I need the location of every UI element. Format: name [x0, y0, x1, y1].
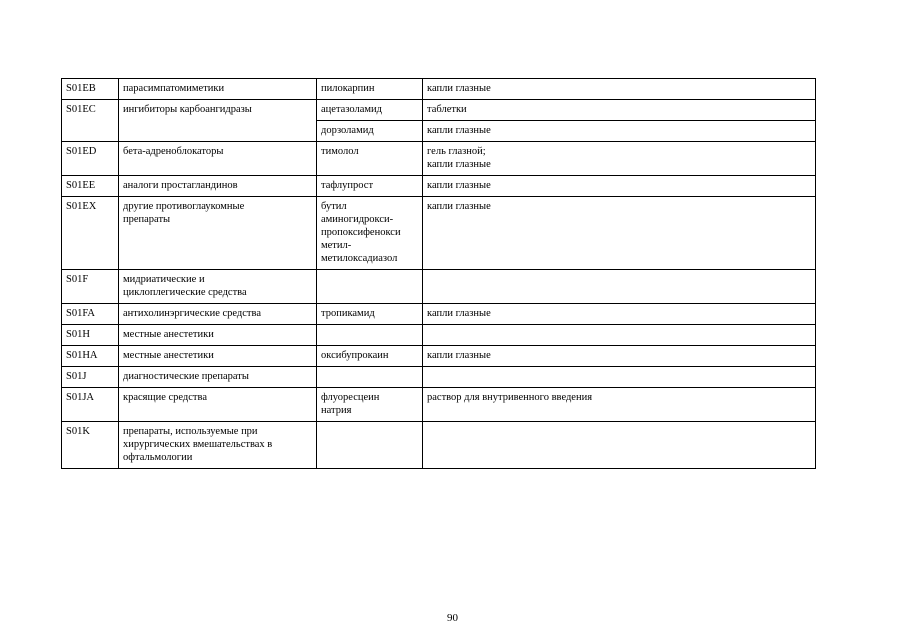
pharmacological-group-cell [119, 142, 317, 176]
pharmacological-group-line: хирургических вмешательствах в [123, 439, 273, 450]
dosage-form-line: гель глазной; [427, 146, 486, 157]
drug-name-cell [317, 79, 423, 100]
drug-name-line: натрия [321, 405, 352, 416]
drug-name-cell [317, 197, 423, 270]
pharmacological-group-line: аналоги простагландинов [123, 180, 238, 191]
dosage-form-cell [423, 176, 816, 197]
pharmacological-group-cell [119, 367, 317, 388]
table-row [62, 270, 816, 304]
pharmacological-group-line: ингибиторы карбоангидразы [123, 104, 252, 115]
atc-code-cell: S01H [62, 325, 119, 346]
atc-code-cell: S01K [62, 422, 119, 469]
dosage-form-cell [423, 142, 816, 176]
dosage-form-cell [423, 388, 816, 422]
dosage-form-cell [423, 100, 816, 121]
drug-name-cell [317, 270, 423, 304]
dosage-form-line: капли глазные [427, 180, 491, 191]
drug-name-line: оксибупрокаин [321, 350, 389, 361]
dosage-form-line: капли глазные [427, 350, 491, 361]
drug-name-line: аминогидрокси- [321, 214, 394, 225]
dosage-form-line: капли глазные [427, 201, 491, 212]
drug-name-cell [317, 100, 423, 121]
dosage-form-cell [423, 270, 816, 304]
drug-name-line: флуоресцеин [321, 392, 380, 403]
atc-code-cell: S01ED [62, 142, 119, 176]
dosage-form-line: капли глазные [427, 83, 491, 94]
pharmacological-group-line: местные анестетики [123, 350, 214, 361]
table-row [62, 176, 816, 197]
pharmacological-group-cell [119, 79, 317, 100]
drug-name-line: метил- [321, 240, 352, 251]
pharmacological-group-cell [119, 388, 317, 422]
drug-name-line: тафлупрост [321, 180, 374, 191]
atc-code-cell: S01EX [62, 197, 119, 270]
dosage-form-line: капли глазные [427, 159, 491, 170]
pharmacological-group-line: препараты, используемые при [123, 426, 258, 437]
dosage-form-cell [423, 197, 816, 270]
drug-name-line: тимолол [321, 146, 359, 157]
atc-code-cell: S01EE [62, 176, 119, 197]
drug-name-line: ацетазоламид [321, 104, 383, 115]
pharmacological-group-cell [119, 422, 317, 469]
pharmacological-group-line: бета-адреноблокаторы [123, 146, 224, 157]
table-row [62, 388, 816, 422]
drug-name-cell [317, 176, 423, 197]
pharmacological-group-line: другие противоглаукомные [123, 201, 245, 212]
atc-code-cell: S01JA [62, 388, 119, 422]
pharmacological-group-cell [119, 100, 317, 142]
drug-name-cell [317, 142, 423, 176]
drug-name-line: метилоксадиазол [321, 253, 398, 264]
dosage-form-cell [423, 367, 816, 388]
table-row [62, 304, 816, 325]
atc-code-cell: S01F [62, 270, 119, 304]
pharmacological-group-line: офтальмологии [123, 452, 193, 463]
pharmacological-group-cell [119, 197, 317, 270]
drug-name-cell [317, 346, 423, 367]
drug-name-line: дорзоламид [321, 125, 374, 136]
atc-code-cell: S01FA [62, 304, 119, 325]
dosage-form-line: капли глазные [427, 308, 491, 319]
drug-name-cell [317, 367, 423, 388]
pharmacological-group-line: красящие средства [123, 392, 207, 403]
table-row [62, 346, 816, 367]
table-row [62, 79, 816, 100]
pharmacological-group-cell [119, 270, 317, 304]
table-row [62, 197, 816, 270]
drug-name-cell [317, 422, 423, 469]
table-row [62, 367, 816, 388]
pharmacological-group-line: препараты [123, 214, 171, 225]
atc-code-cell: S01J [62, 367, 119, 388]
pharmacological-group-line: антихолинэргические средства [123, 308, 261, 319]
pharmacological-group-cell [119, 304, 317, 325]
pharmacological-group-cell [119, 176, 317, 197]
atc-code-cell: S01HA [62, 346, 119, 367]
dosage-form-line: раствор для внутривенного введения [427, 392, 593, 403]
drug-name-cell [317, 121, 423, 142]
atc-code-cell: S01EC [62, 100, 119, 142]
drug-name-line: тропикамид [321, 308, 375, 319]
dosage-form-cell [423, 79, 816, 100]
table-row [62, 325, 816, 346]
table-row [62, 142, 816, 176]
drug-name-line: пропоксифенокси [321, 227, 401, 238]
drug-name-line: бутил [321, 201, 347, 212]
pharmacological-group-line: мидриатические и [123, 274, 205, 285]
dosage-form-cell [423, 325, 816, 346]
pharmacological-group-cell [119, 346, 317, 367]
pharmacological-group-line: местные анестетики [123, 329, 214, 340]
dosage-form-line: таблетки [427, 104, 467, 115]
pharmacological-group-line: циклоплегические средства [123, 287, 247, 298]
dosage-form-cell [423, 422, 816, 469]
dosage-form-cell [423, 304, 816, 325]
drug-name-cell [317, 388, 423, 422]
pharmacological-group-cell [119, 325, 317, 346]
table-body [62, 79, 816, 469]
drug-classification-table [61, 78, 816, 469]
atc-code-cell: S01EB [62, 79, 119, 100]
drug-name-line: пилокарпин [321, 83, 375, 94]
page-number: 90 [447, 612, 458, 624]
drug-name-cell [317, 325, 423, 346]
pharmacological-group-line: парасимпатомиметики [123, 83, 225, 94]
dosage-form-cell [423, 121, 816, 142]
dosage-form-line: капли глазные [427, 125, 491, 136]
drug-name-cell [317, 304, 423, 325]
table-row [62, 100, 816, 121]
pharmacological-group-line: диагностические препараты [123, 371, 249, 382]
dosage-form-cell [423, 346, 816, 367]
table-row [62, 422, 816, 469]
